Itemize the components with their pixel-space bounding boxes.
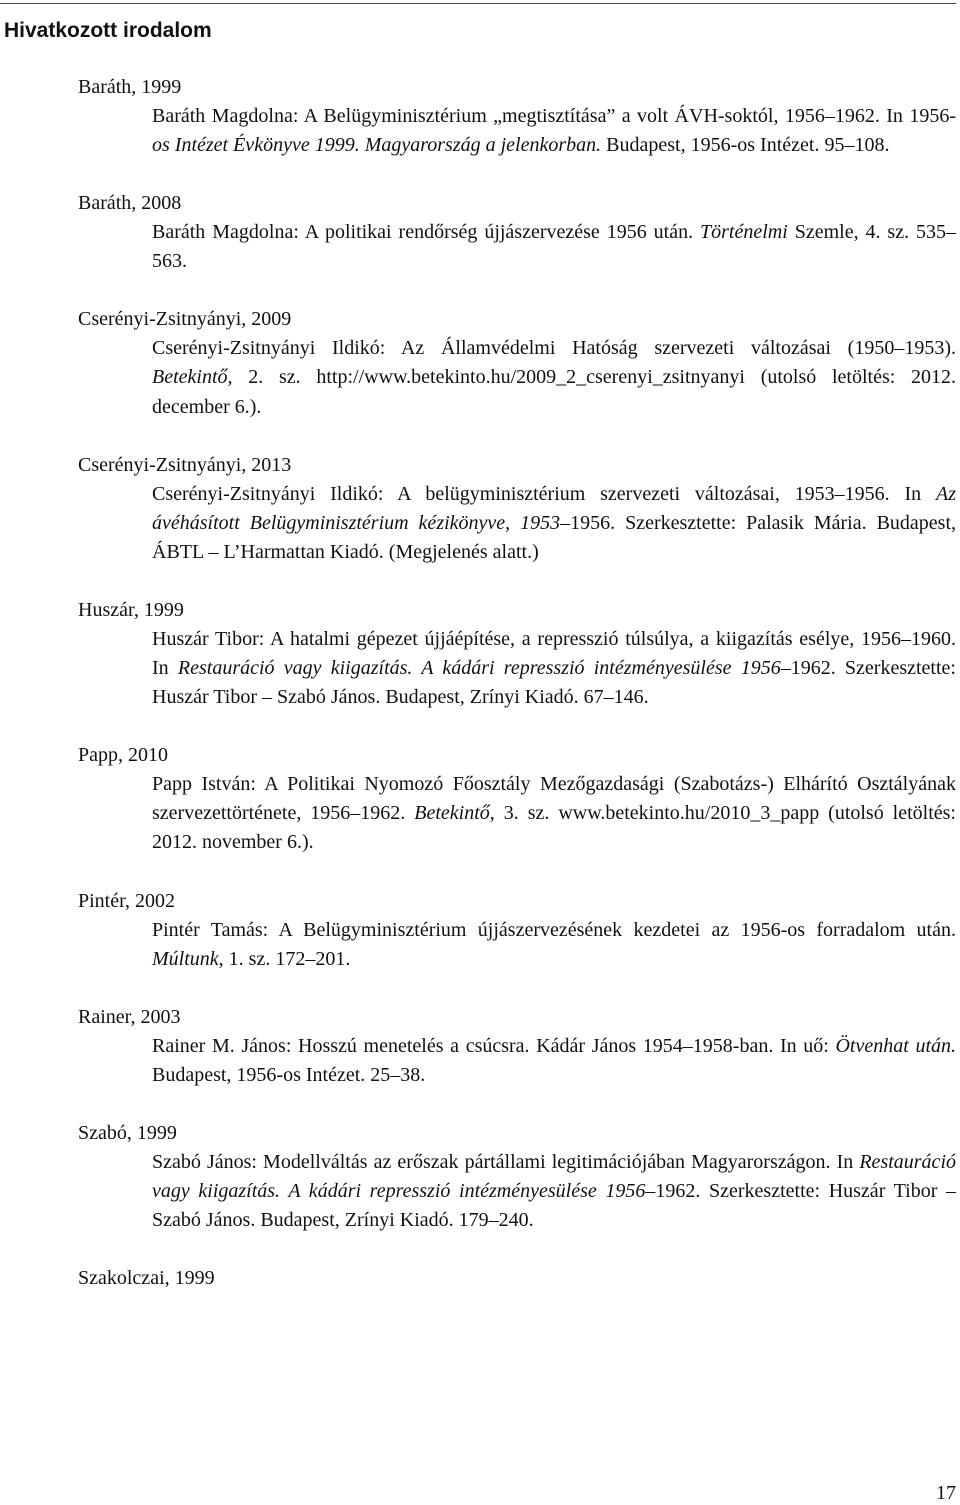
citation-text: Cserényi-Zsitnyányi Ildikó: Az Államvédelmi Hatóság szervezeti változásai (1950–1953).	[152, 337, 956, 360]
citation-text: 1. sz. 172–201.	[223, 947, 351, 970]
entry-key: Cserényi-Zsitnyányi, 2013	[78, 453, 292, 476]
entry-citation	[152, 916, 956, 974]
top-rule	[0, 3, 956, 4]
citation-italic-text: os Intézet Évkönyve 1999. Magyarország a jelenkorban.	[152, 134, 602, 157]
entry-citation	[152, 334, 956, 421]
entry-citation	[152, 770, 956, 857]
entry-citation	[152, 102, 956, 160]
page-heading: Hivatkozott irodalom	[4, 19, 212, 42]
page-number: 17	[936, 1482, 956, 1504]
citation-text: Szabó János: Modellváltás az erőszak pártállami legitimációjában Magyarországon. In	[152, 1150, 860, 1173]
citation-text: Rainer M. János: Hosszú menetelés a csúcsra. Kádár János 1954–1958-ban. In uő:	[152, 1034, 836, 1057]
bibliography-entry	[78, 741, 956, 857]
entry-key: Pintér, 2002	[78, 889, 175, 912]
citation-text: 2. sz. http://www.betekinto.hu/2009_2_cserenyi_zsitnyanyi (utolsó letöltés: 2012. december 6.).	[152, 366, 956, 418]
bibliography-entry	[78, 596, 956, 712]
bibliography-entry	[78, 1264, 956, 1293]
citation-text: 1956. Szerkesztette: Palasik Mária. Budapest, ÁBTL – L’Harmattan Kiadó. (Megjelenés alatt.)	[152, 511, 957, 563]
citation-text: Papp István: A Politikai Nyomozó Főosztály Mezőgazdasági (Szabotázs-) Elhárító Osztályának szervezettörténete, 1956–1962.	[152, 773, 956, 825]
entry-key: Huszár, 1999	[78, 598, 184, 621]
entry-key: Baráth, 2008	[78, 192, 182, 215]
entry-key: Szabó, 1999	[78, 1121, 177, 1144]
citation-text: Cserényi-Zsitnyányi Ildikó: A belügyminisztérium szervezeti változásai, 1953–1956. In	[152, 482, 936, 505]
entry-key: Cserényi-Zsitnyányi, 2009	[78, 308, 292, 331]
bibliography-entry	[78, 451, 956, 567]
bibliography-list	[78, 73, 956, 1322]
citation-text: Huszár Tibor: A hatalmi gépezet újjáépítése, a represszió túlsúlya, a kiigazítás esélye, 1956–1960. In	[152, 627, 956, 680]
citation-text: Baráth Magdolna: A Belügyminisztérium „megtisztítása” a volt ÁVH-soktól, 1956–1962. In 1956-	[152, 105, 956, 127]
citation-italic-text: Ötvenhat után.	[835, 1034, 956, 1057]
bibliography-entry	[78, 73, 956, 160]
citation-text: Baráth Magdolna: A politikai rendőrség újjászervezése 1956 után.	[152, 221, 700, 244]
entry-key: Papp, 2010	[78, 744, 168, 767]
citation-text: Pintér Tamás: A Belügyminisztérium újjászervezésének kezdetei az 1956-os forradalom után.	[152, 918, 956, 941]
citation-text: 3. sz. www.betekinto.hu/2010_3_papp (utolsó letöltés: 2012. november 6.).	[152, 802, 956, 854]
citation-text: Budapest, 1956-os Intézet. 95–108.	[601, 134, 890, 157]
entry-citation	[152, 480, 956, 567]
citation-italic-text: Betekintő,	[152, 366, 233, 389]
citation-text: 1962. Szerkesztette: Huszár Tibor – Szabó János. Budapest, Zrínyi Kiadó. 179–240.	[152, 1179, 956, 1232]
entry-citation	[152, 1032, 956, 1090]
entry-key: Baráth, 1999	[78, 76, 182, 98]
citation-text: 1962. Szerkesztette: Huszár Tibor – Szabó János. Budapest, Zrínyi Kiadó. 67–146.	[152, 657, 956, 709]
entry-citation	[152, 1148, 956, 1235]
entry-key: Rainer, 2003	[78, 1005, 181, 1028]
bibliography-entry	[78, 1119, 956, 1235]
bibliography-entry	[78, 189, 956, 276]
entry-citation	[152, 625, 956, 712]
citation-italic-text: Az ávéhásított Belügyminisztérium kézikönyve, 1953–	[152, 482, 956, 534]
entry-key: Szakolczai, 1999	[78, 1267, 215, 1290]
citation-italic-text: Múltunk,	[152, 947, 224, 970]
citation-italic-text: Történelmi	[700, 221, 788, 244]
citation-text: Szemle, 4. sz. 535–563.	[152, 221, 956, 273]
bibliography-entry	[78, 887, 956, 974]
citation-text: Budapest, 1956-os Intézet. 25–38.	[152, 1063, 426, 1086]
entry-citation	[152, 218, 956, 276]
bibliography-entry	[78, 1003, 956, 1090]
citation-italic-text: Restauráció vagy kiigazítás. A kádári represszió intézményesülése 1956–	[177, 657, 791, 680]
citation-italic-text: Restauráció vagy kiigazítás. A kádári represszió intézményesülése 1956–	[152, 1150, 956, 1202]
citation-italic-text: Betekintő,	[414, 802, 495, 825]
bibliography-entry	[78, 305, 956, 421]
